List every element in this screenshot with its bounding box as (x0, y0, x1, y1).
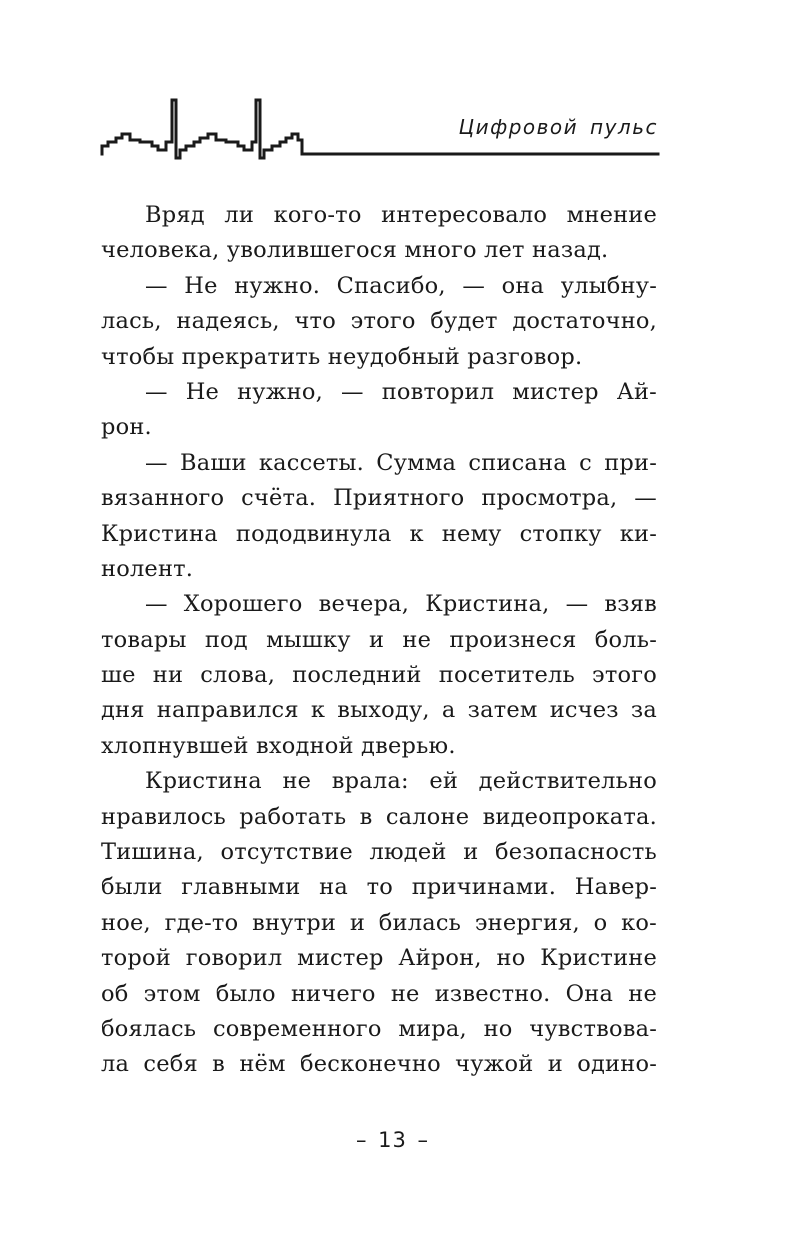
text-line: — Ваши кассеты. Сумма списана с при- (145, 449, 657, 476)
text-line: — Не нужно, — повторил мистер Ай- (145, 378, 657, 405)
text-line: рон. (101, 414, 152, 441)
text-line: ше ни слова, последний посетитель этого (101, 662, 657, 689)
text-line: хлопнувшей входной дверью. (101, 732, 456, 759)
text-line: были главными на то причинами. Навер- (101, 874, 657, 901)
running-title: Цифровой пульс (458, 115, 658, 139)
text-line: — Хорошего вечера, Кристина, — взяв (145, 591, 657, 618)
body-text (101, 198, 657, 1083)
text-line: Кристина не врала: ей действительно (145, 768, 657, 795)
text-line: дня направился к выходу, а затем исчез за (101, 697, 657, 724)
text-line: чтобы прекратить неудобный разговор. (101, 343, 583, 370)
text-line: Тишина, отсутствие людей и безопасность (101, 839, 657, 866)
text-line: боялась современного мира, но чувствова- (101, 1015, 657, 1042)
text-line: ла себя в нём бесконечно чужой и одино- (101, 1051, 657, 1078)
text-line: — Не нужно. Спасибо, — она улыбну- (145, 272, 657, 299)
text-line: нравилось работать в салоне видеопроката. (101, 803, 657, 830)
text-line: нолент. (101, 555, 194, 582)
running-header (100, 96, 660, 168)
text-line: Кристина пододвинула к нему стопку ки- (101, 520, 657, 547)
text-line: вязанного счёта. Приятного просмотра, — (101, 485, 657, 512)
text-line: торой говорил мистер Айрон, но Кристине (101, 945, 657, 972)
text-line: ное, где-то внутри и билась энергия, о ко- (101, 909, 657, 936)
text-line: товары под мышку и не произнеся боль- (101, 626, 657, 653)
text-line: об этом было ничего не известно. Она не (101, 980, 657, 1007)
text-line: лась, надеясь, что этого будет достаточно, (101, 308, 657, 335)
text-line: Вряд ли кого-то интересовало мнение (145, 202, 657, 228)
page-number: – 13 – (355, 1128, 430, 1152)
text-line: человека, уволившегося много лет назад. (101, 237, 609, 264)
